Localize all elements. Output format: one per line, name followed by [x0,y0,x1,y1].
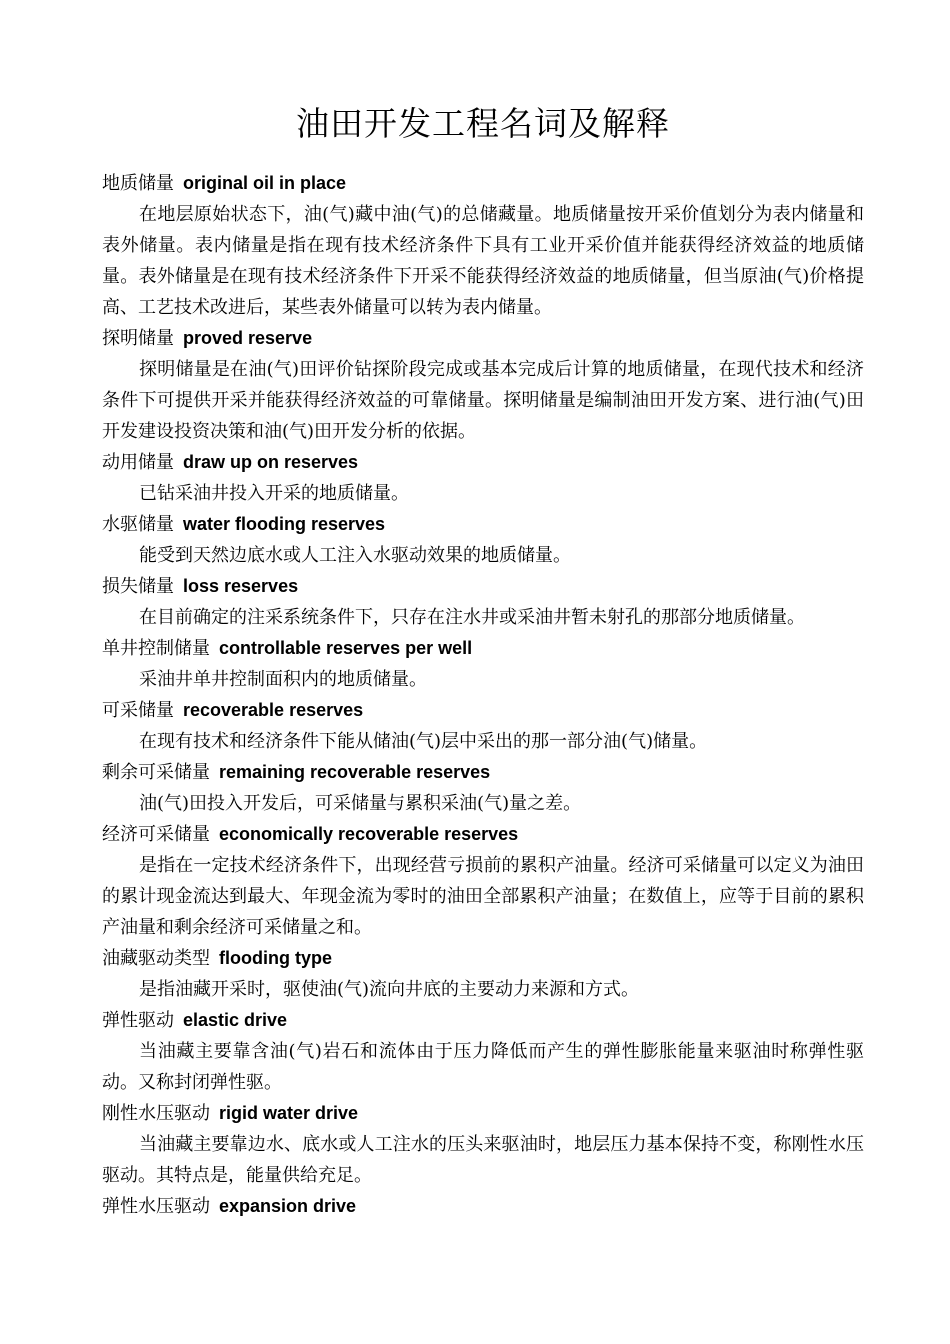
term-chinese-name: 弹性驱动 [102,1010,174,1031]
term-definition: 能受到天然边底水或人工注入水驱动效果的地质储量。 [139,545,571,566]
term-definition: 探明储量是在油(气)田评价钻探阶段完成或基本完成后计算的地质储量，在现代技术和经济条件下可提供开采并能获得经济效益的可靠储量。探明储量是编制油田开发方案、进行油(气)田开发建设投资决策和油(气)田开发分析的依据。 [102,359,864,442]
term-entry [102,447,864,509]
term-definition: 是指油藏开采时，驱使油(气)流向井底的主要动力来源和方式。 [139,979,640,1000]
term-entry [102,819,864,943]
term-entry [102,509,864,571]
term-english-name: water flooding reserves [183,514,386,534]
term-chinese-name: 单井控制储量 [102,638,210,659]
term-chinese-name: 经济可采储量 [102,824,210,845]
term-chinese-name: 损失储量 [102,576,174,597]
term-heading [102,633,864,664]
term-english-name: expansion drive [219,1196,357,1216]
term-english-name: economically recoverable reserves [219,824,519,844]
term-english-name: flooding type [219,948,332,968]
term-chinese-name: 油藏驱动类型 [102,948,210,969]
term-chinese-name: 地质储量 [102,173,174,194]
term-heading [102,509,864,540]
term-english-name: loss reserves [183,576,299,596]
term-heading [102,819,864,850]
term-english-name: rigid water drive [219,1103,359,1123]
term-english-name: draw up on reserves [183,452,359,472]
term-heading [102,571,864,602]
term-chinese-name: 水驱储量 [102,514,174,535]
term-entry [102,571,864,633]
term-heading [102,757,864,788]
term-chinese-name: 动用储量 [102,452,174,473]
term-english-name: controllable reserves per well [219,638,473,658]
term-heading [102,943,864,974]
term-english-name: proved reserve [183,328,313,348]
term-definition: 是指在一定技术经济条件下，出现经营亏损前的累积产油量。经济可采储量可以定义为油田的累计现金流达到最大、年现金流为零时的油田全部累积产油量；在数值上，应等于目前的累积产油量和剩余经济可采储量之和。 [102,855,864,938]
term-definition: 采油井单井控制面积内的地质储量。 [139,669,427,690]
term-definition: 油(气)田投入开发后，可采储量与累积采油(气)量之差。 [139,793,582,814]
term-english-name: remaining recoverable reserves [219,762,491,782]
term-definition: 在现有技术和经济条件下能从储油(气)层中采出的那一部分油(气)储量。 [139,731,708,752]
term-definition: 当油藏主要靠边水、底水或人工注水的压头来驱油时，地层压力基本保持不变，称刚性水压驱动。其特点是，能量供给充足。 [102,1134,864,1186]
term-entry [102,695,864,757]
term-entry [102,943,864,1005]
term-definition: 已钻采油井投入开采的地质储量。 [139,483,409,504]
term-heading [102,323,864,354]
term-heading [102,1005,864,1036]
document-title: 油田开发工程名词及解释 [296,104,670,143]
term-definition: 在地层原始状态下，油(气)藏中油(气)的总储藏量。地质储量按开采价值划分为表内储量和表外储量。表内储量是指在现有技术经济条件下具有工业开采价值并能获得经济效益的地质储量。表外储量是在现有技术经济条件下开采不能获得经济效益的地质储量，但当原油(气)价格提高、工艺技术改进后，某些表外储量可以转为表内储量。 [102,204,864,318]
term-chinese-name: 弹性水压驱动 [102,1196,210,1217]
term-heading [102,1191,864,1222]
term-english-name: recoverable reserves [183,700,364,720]
term-entry [102,323,864,447]
term-english-name: original oil in place [183,173,347,193]
term-english-name: elastic drive [183,1010,288,1030]
term-heading [102,695,864,726]
term-definition: 在目前确定的注采系统条件下，只存在注水井或采油井暂未射孔的那部分地质储量。 [139,607,805,628]
term-entry [102,633,864,695]
term-entry [102,1098,864,1191]
term-entry [102,757,864,819]
term-heading [102,447,864,478]
term-heading [102,1098,864,1129]
term-chinese-name: 探明储量 [102,328,174,349]
term-chinese-name: 剩余可采储量 [102,762,210,783]
term-definition: 当油藏主要靠含油(气)岩石和流体由于压力降低而产生的弹性膨胀能量来驱油时称弹性驱动。又称封闭弹性驱。 [102,1041,864,1093]
term-chinese-name: 可采储量 [102,700,174,721]
term-entry [102,168,864,323]
term-chinese-name: 刚性水压驱动 [102,1103,210,1124]
term-entry [102,1005,864,1098]
term-entry [102,1191,864,1222]
term-heading [102,168,864,199]
